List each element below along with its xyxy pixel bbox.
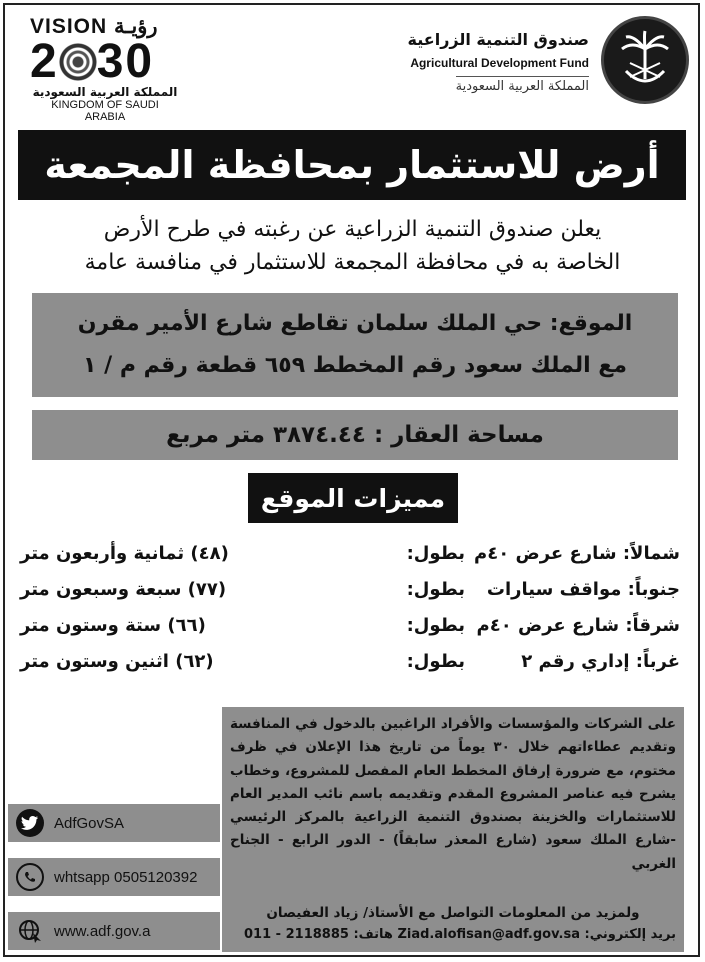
- location-box: [32, 293, 678, 397]
- fund-name-ar: صندوق التنمية الزراعية: [407, 30, 589, 49]
- boundary-length: (٦٢) اثنين وستون متر: [20, 650, 214, 672]
- vision-year: [30, 35, 190, 88]
- boundary-row: [20, 535, 680, 571]
- terms-box: [222, 707, 684, 952]
- intro-line: الخاصة به في محافظة المجمعة للاستثمار في منافسة عامة: [84, 250, 621, 275]
- location-line: الموقع: حي الملك سلمان تقاطع شارع الأمير مقرن: [77, 311, 633, 336]
- boundary-length: (٦٦) ستة وستون متر: [20, 614, 206, 636]
- boundary-direction: شمالاً: شارع عرض ٤٠م: [474, 542, 680, 564]
- more-info-text: ولمزيد من المعلومات التواصل مع الأستاذ/ زياد العفيصان: [266, 905, 640, 921]
- vision-top-text: VISION رؤيـة: [30, 15, 158, 38]
- palm-seal-icon: [601, 16, 689, 104]
- vision-kingdom-ar: المملكة العربية السعودية: [32, 85, 178, 99]
- fund-name-en: Agricultural Development Fund: [410, 56, 589, 70]
- globe-icon: [16, 917, 44, 945]
- terms-text: على الشركات والمؤسسات والأفراد الراغبين بالدخول في المنافسة وتقديم عطاءاتهم خلال ٣٠ يوماً من تاريخ هذا الإعلان في ظرف مختوم، مع ضرورة إرفاق المخطط العام المفصل للمشروع، وخطاب يشرح فيه عناصر المشروع المقدم وتقديمه باسم نائب المدير العام للاستثمارات والخزينة بصندوق التنمية الزراعية بالمركز الرئيسي -شارع الملك سعود (شارع المعذر سابقاً) - الدور الرابع - الجناح الغربي: [230, 716, 676, 872]
- features-title: مميزات الموقع: [260, 483, 446, 513]
- area-box: [32, 410, 678, 460]
- whatsapp-icon: [16, 863, 44, 891]
- adf-logo: [399, 14, 689, 109]
- boundary-length-label: بطول:: [406, 650, 465, 672]
- boundaries-list: [20, 535, 680, 679]
- features-title-box: [248, 473, 458, 523]
- fund-kingdom-ar: المملكة العربية السعودية: [456, 76, 589, 94]
- boundary-row: [20, 571, 680, 607]
- intro-text: [20, 213, 685, 279]
- boundary-direction: جنوباً: مواقف سيارات: [486, 578, 680, 600]
- whatsapp-link[interactable]: [8, 858, 220, 896]
- website-link[interactable]: [8, 912, 220, 950]
- location-line: مع الملك سعود رقم المخطط ٦٥٩ قطعة رقم م / ١: [83, 353, 627, 378]
- boundary-length: (٧٧) سبعة وسبعون متر: [20, 578, 227, 600]
- area-text: مساحة العقار : ٣٨٧٤.٤٤ متر مربع: [166, 422, 544, 448]
- vision-2030-logo: [30, 14, 190, 124]
- title-banner: [18, 130, 686, 200]
- whatsapp-number: whtsapp 0505120392: [54, 868, 198, 886]
- twitter-icon: [16, 809, 44, 837]
- vision-emblem-icon: [59, 43, 97, 81]
- boundary-length: (٤٨) ثمانية وأربعون متر: [20, 542, 229, 564]
- boundary-length-label: بطول:: [406, 542, 465, 564]
- intro-line: يعلن صندوق التنمية الزراعية عن رغبته في طرح الأرض: [103, 217, 602, 242]
- boundary-row: [20, 607, 680, 643]
- boundary-length-label: بطول:: [406, 578, 465, 600]
- boundary-length-label: بطول:: [406, 614, 465, 636]
- website-url: www.adf.gov.a: [54, 922, 151, 940]
- boundary-row: [20, 643, 680, 679]
- page-title: أرض للاستثمار بمحافظة المجمعة: [44, 143, 660, 187]
- twitter-handle: AdfGovSA: [54, 814, 125, 832]
- vision-kingdom-en: KINGDOM OF SAUDI ARABIA: [51, 99, 159, 123]
- contact-line: بريد إلكتروني: Ziad.alofisan@adf.gov.sa هاتف: 2118885 - 011: [244, 927, 676, 942]
- vision-year-right: 30: [96, 35, 155, 88]
- boundary-direction: شرقاً: شارع عرض ٤٠م: [476, 614, 680, 636]
- vision-year-left: 2: [30, 35, 59, 88]
- boundary-direction: غرباً: إداري رقم ٢: [521, 650, 680, 672]
- twitter-link[interactable]: [8, 804, 220, 842]
